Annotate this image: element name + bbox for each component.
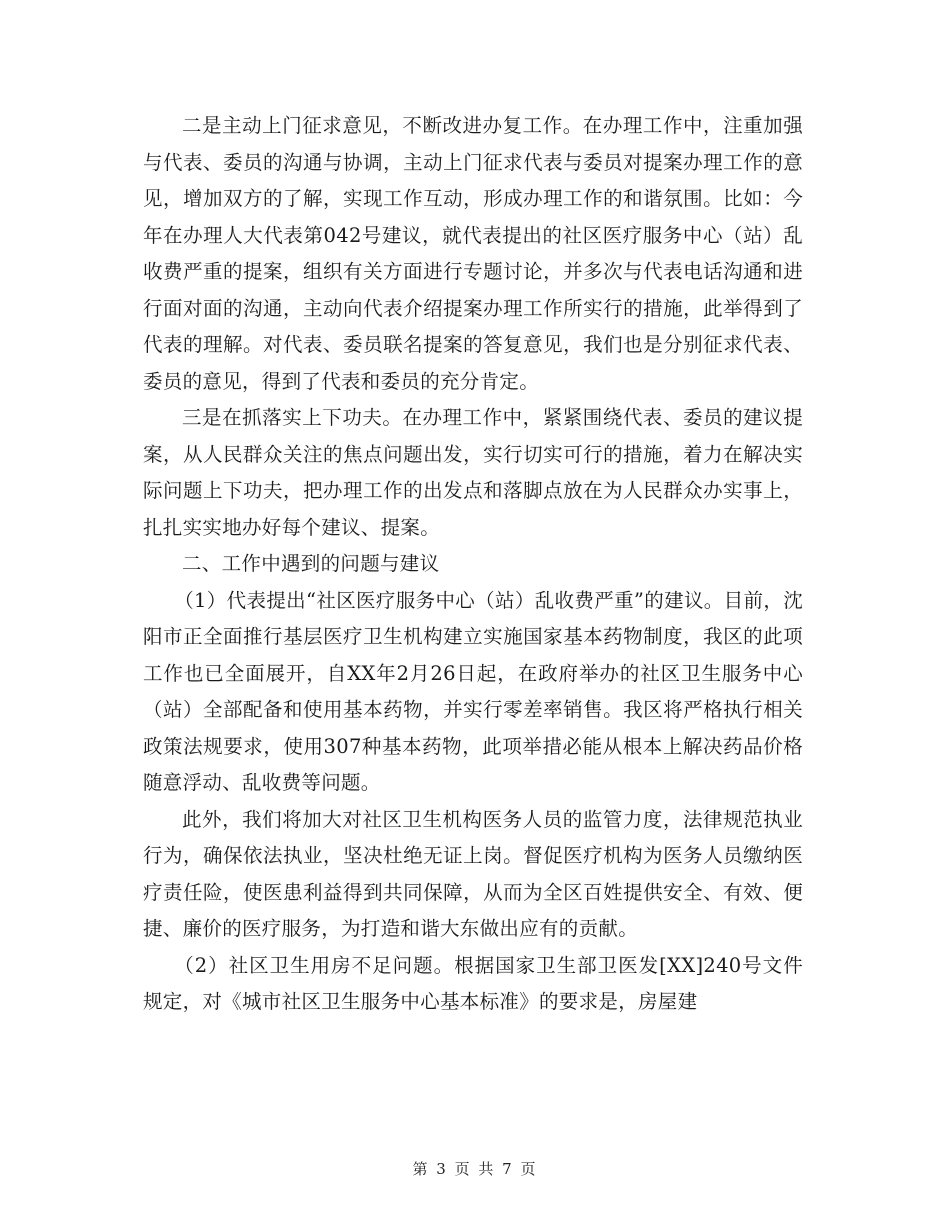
document-body — [143, 108, 803, 1021]
paragraph-1: 二是主动上门征求意见，不断改进办复工作。在办理工作中，注重加强与代表、委员的沟通与协调，主动上门征求代表与委员对提案办理工作的意见，增加双方的了解，实现工作互动，形成办理工作的和谐氛围。比如：今年在办理人大代表第042号建议，就代表提出的社区医疗服务中心（站）乱收费严重的提案，组织有关方面进行专题讨论，并多次与代表电话沟通和进行面对面的沟通，主动向代表介绍提案办理工作所实行的措施，此举得到了代表的理解。对代表、委员联名提案的答复意见，我们也是分别征求代表、委员的意见，得到了代表和委员的充分肯定。 — [143, 114, 803, 393]
paragraph-5: （2）社区卫生用房不足问题。根据国家卫生部卫医发[XX]240号文件规定，对《城市社区卫生服务中心基本标准》的要求是，房屋建 — [143, 953, 803, 1013]
paragraph-4: 此外，我们将加大对社区卫生机构医务人员的监管力度，法律规范执业行为，确保依法执业，坚决杜绝无证上岗。督促医疗机构为医务人员缴纳医疗责任险，使医患利益得到共同保障，从而为全区百姓提供安全、有效、便捷、廉价的医疗服务，为打造和谐大东做出应有的贡献。 — [143, 807, 803, 940]
paragraph-2: 三是在抓落实上下功夫。在办理工作中，紧紧围绕代表、委员的建议提案，从人民群众关注的焦点问题出发，实行切实可行的措施，着力在解决实际问题上下功夫，把办理工作的出发点和落脚点放在为人民群众办实事上，扎扎实实地办好每个建议、提案。 — [143, 406, 803, 539]
paragraph-3: （1）代表提出“社区医疗服务中心（站）乱收费严重”的建议。目前，沈阳市正全面推行基层医疗卫生机构建立实施国家基本药物制度，我区的此项工作也已全面展开，自XX年2月26日起，在政府举办的社区卫生服务中心（站）全部配备和使用基本药物，并实行零差率销售。我区将严格执行相关政策法规要求，使用307种基本药物，此项举措必能从根本上解决药品价格随意浮动、乱收费等问题。 — [143, 588, 803, 794]
page-number-footer: 第 3 页 共 7 页 — [412, 1160, 538, 1178]
section-heading: 二、工作中遇到的问题与建议 — [182, 552, 440, 575]
